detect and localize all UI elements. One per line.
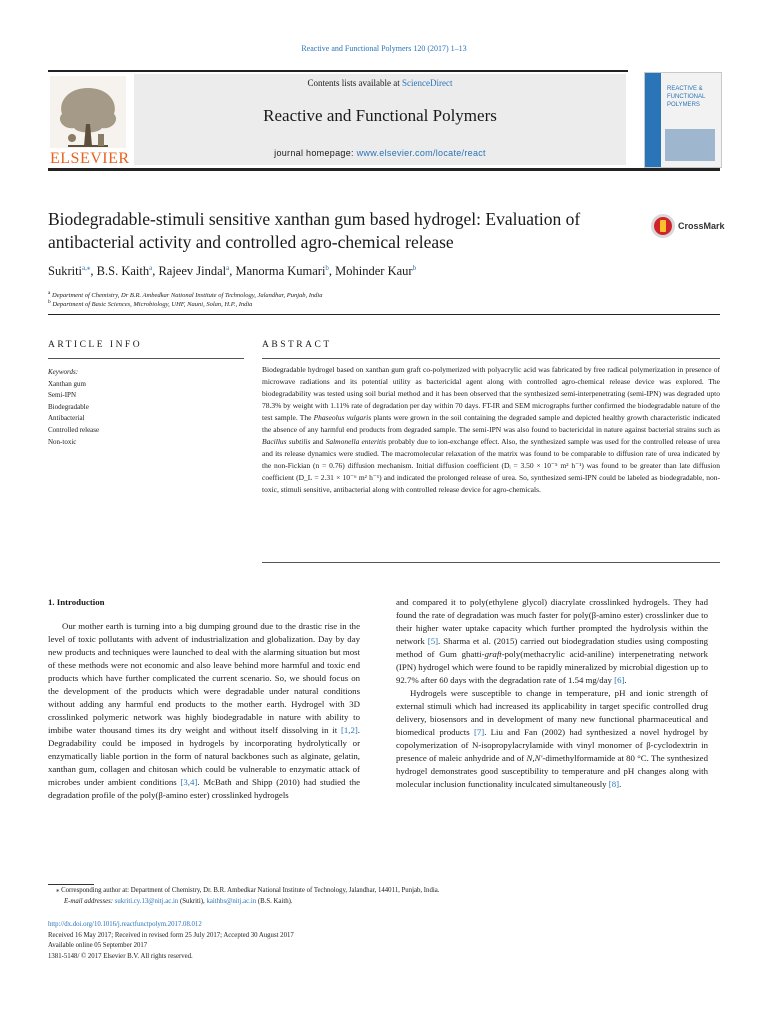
affiliation-text: Department of Chemistry, Dr B.R. Ambedkar National Institute of Technology, Jalandhar, Punjab, India <box>52 292 323 300</box>
body-paragraph <box>396 596 708 687</box>
body-text: . Sharma et al. (2015) carried out biodegradation studies using composting method of Gum ghatti- <box>396 636 708 659</box>
author-sup[interactable]: b <box>325 264 329 272</box>
affiliation-b <box>48 299 718 308</box>
cover-side-bar <box>645 73 661 167</box>
body-text: . McBath and Shipp (2010) had studied the degradation profile of the poly(β-amino ester) crosslinked hydrogels <box>48 777 361 800</box>
body-text: Our mother earth is turning into a big dumping ground due to the drastic rise in the level of toxic pollutants with advent of industrialization and globalization. Day by day new products and techniques were launched to deal with the alarming situation but most of these methods were not economic and also leave behind more harmful and toxic end products which have further complicated the current scenario. So, we should focus on the development of the products which were degradable under natural conditions without adding any harmful end products to the mother earth. Hydrogel with 3D crosslinked polymeric network was highly biodegradable in nature with ability to imbibe water thousand times its dry weight and without itself dissolving in it <box>48 621 360 735</box>
received-dates: Received 16 May 2017; Received in revised form 25 July 2017; Accepted 30 August 2017 <box>48 931 294 939</box>
abstract-bottom-rule <box>262 562 720 563</box>
keywords-label: Keywords: <box>48 368 79 376</box>
body-paragraph <box>48 620 360 802</box>
footnote-rule <box>48 884 94 885</box>
keyword: Biodegradable <box>48 402 89 411</box>
body-text: . <box>624 675 627 685</box>
citation-link[interactable]: [3,4] <box>180 777 198 787</box>
crossmark-label[interactable]: CrossMark <box>678 221 725 231</box>
abstract-heading: ABSTRACT <box>262 340 332 350</box>
section-heading-introduction: 1. Introduction <box>48 597 105 607</box>
body-text: -dimethylformamide at 80 °C. The synthesized hydrogel demonstrates good susceptibility to temperature and pH changes along with molecular inclusion functionality inculcated simultaneously <box>396 753 708 789</box>
homepage-link[interactable]: www.elsevier.com/locate/react <box>356 148 486 158</box>
abstract-part: probably due to ion-exchange effect. Also, the synthesized sample was used for the controlled release of urea and its release dynamics were studied. The macromolecular relaxation of the matrix was found to be comparable to diffusion rate of urea indicated by the non-Fickian (n = 0.76) diffusion mechanism. Initial diffusion coefficient (Dᵢ = 3.50 × 10⁻⁵ m² h⁻¹) was found to be greater than late diffusion coefficient (D_L = 2.31 × 10⁻⁶ m² h⁻¹) and indicated the prolonged release of urea. So, synthesized semi-IPN could be labeled as biodegradable, non-toxic, stimuli sensitive, antibacterial along with controlled release device for agro-chemicals. <box>262 437 720 494</box>
author-sup[interactable]: a,⁎ <box>82 264 91 272</box>
footnote-corresponding: ⁎ Corresponding author at: Department of Chemistry, Dr. B.R. Ambedkar National Institute of Technology, Jalandhar, 144011, Punjab, India. <box>56 887 440 894</box>
section-divider <box>48 314 720 315</box>
body-text-italic: graft <box>484 649 502 659</box>
citation-link[interactable]: [1,2] <box>340 725 358 735</box>
keyword: Non-toxic <box>48 437 77 446</box>
body-column-right <box>396 596 708 791</box>
abstract-rule <box>262 358 720 359</box>
body-text: -poly(methacrylic acid-aniline) interpenetrating network (IPN) hydrogel which were found to be rapidly mineralized by microbial digestion up to 92.7% after 60 days with the degradation rate of 1.54 mg/day <box>396 649 708 685</box>
keywords-list <box>48 367 244 448</box>
citation-link[interactable]: [7] <box>473 727 485 737</box>
citation-link[interactable]: [6] <box>614 675 625 685</box>
article-info-rule <box>48 358 244 359</box>
publication-info <box>48 920 720 962</box>
email-label: E-mail addresses: <box>64 897 115 905</box>
keyword: Controlled release <box>48 425 100 434</box>
body-text: . Degradability could be imposed in hydrogels by incorporating hydrolytically or enzymatically liable portion in the form of natural backbones such as alginate, gelatin, xanthan gum, collagen and chitosan which could be vulnerable to enzymatic attack of microbes under ambient conditions <box>48 725 360 787</box>
citation-link[interactable]: [8] <box>608 779 620 789</box>
abstract-species: Phaseolus vulgaris <box>313 413 372 422</box>
journal-title: Reactive and Functional Polymers <box>263 106 497 125</box>
email-owner: (B.S. Kaith). <box>256 897 293 905</box>
email-owner: (Sukriti), <box>178 897 207 905</box>
abstract-part: Biodegradable hydrogel based on xanthan gum graft co-polymerized with polyacrylic acid was fabricated by free radical polymerization in presence of microwave radiations and its potential utility as bactericidal agent along with controlled agro-chemical release device was explored. The biodegradability was tested using soil burial method and it has been observed that the synthesized semi-interpenetrating (semi-IPN) was degraded upto 78.3% by weight with 1.11% rate of degradation per day within 70 days. FT-IR and SEM micrographs further confirmed the biodegradable nature of the test sample. The <box>262 365 720 422</box>
abstract-part: and <box>310 437 326 446</box>
abstract-part: plants were grown in the soil containing the degraded sample and depicted healthy growth characteristic indicated the absence of any harmful end products from degraded sample. The semi-IPN was also found to bactericidal in nature against bacterial strains such as <box>262 413 720 434</box>
affiliation-a <box>48 290 718 299</box>
affiliation-sup: b <box>48 299 51 305</box>
abstract-text <box>262 364 720 496</box>
author-sup[interactable]: b <box>412 264 417 272</box>
journal-reference[interactable]: Reactive and Functional Polymers 120 (2017) 1–13 <box>301 44 467 53</box>
email-link[interactable]: kaithbs@nitj.ac.in <box>206 897 257 905</box>
header-top-rule <box>48 70 628 72</box>
sciencedirect-link[interactable]: ScienceDirect <box>402 78 453 88</box>
available-online: Available online 05 September 2017 <box>48 942 148 949</box>
cover-image <box>665 129 715 161</box>
journal-cover-thumbnail[interactable] <box>644 72 722 168</box>
footnote-emails <box>48 897 720 908</box>
citation-link[interactable]: [5] <box>427 636 439 646</box>
contents-prefix: Contents lists available at <box>307 78 402 88</box>
author-sup[interactable]: a <box>149 264 153 272</box>
body-text-italic: N,N′ <box>526 753 543 763</box>
author-name[interactable]: Rajeev Jindal <box>158 264 227 279</box>
abstract-species: Salmonella enteritis <box>325 437 387 446</box>
author-sup[interactable]: a <box>226 264 230 272</box>
homepage-prefix: journal homepage: <box>274 148 357 158</box>
abstract-species: Bacillus subtilis <box>262 437 311 446</box>
cover-title: REACTIVE & FUNCTIONAL POLYMERS <box>667 86 706 108</box>
header-bottom-rule <box>48 168 720 171</box>
email-link[interactable]: sukriti.cy.13@nitj.ac.in <box>114 897 179 905</box>
body-text: and compared it to poly(ethylene glycol) diacrylate crosslinked hydrogels. They had found the rate of degradation was much faster for poly(β-amino ester) crosslinker due to their higher water uptake capacity which further prompted the hydrolysis within the network <box>396 597 708 646</box>
keyword: Semi-IPN <box>48 391 76 400</box>
body-text: . <box>619 779 622 789</box>
author-name[interactable]: Mohinder Kaur <box>335 264 413 279</box>
journal-homepage-line <box>134 148 626 158</box>
body-text: . Liu and Fan (2002) had synthesized a novel hydrogel by copolymerization of N-isopropylacrylamide with vinyl monomer of β-cyclodextrin in presence of maleic anhydride and of <box>396 727 708 763</box>
journal-header <box>48 70 720 170</box>
corresponding-author-footnote <box>48 886 720 907</box>
author-list: Sukriti$^{a,⁎}$, B.S. Kaith$^a$, Rajeev Jindal$^a$, Manorma Kumari$^b$, Mohinder Kaur$^b$ <box>48 264 417 279</box>
author-name[interactable]: Sukriti <box>48 264 83 279</box>
author-name[interactable]: Manorma Kumari <box>235 264 326 279</box>
author-name[interactable]: B.S. Kaith <box>96 264 150 279</box>
body-text: Hydrogels were susceptible to change in temperature, pH and ionic strength of external stimuli which had increased its applicability in target specific controlled drug delivery, biosensors and in development of many new functional pharmaceutical and biomedical products <box>396 688 708 737</box>
doi-link[interactable]: http://dx.doi.org/10.1016/j.reactfunctpolym.2017.08.012 <box>48 921 202 928</box>
copyright: 1381-5148/ © 2017 Elsevier B.V. All rights reserved. <box>48 952 193 960</box>
body-paragraph <box>396 687 708 791</box>
article-title: Biodegradable-stimuli sensitive xanthan gum based hydrogel: Evaluation of antibacterial activity and controlled agro-chemical release <box>48 209 581 252</box>
body-column-left <box>48 596 360 802</box>
keyword: Xanthan gum <box>48 379 86 388</box>
affiliation-text: Department of Basic Sciences, Microbiology, UHF, Nauni, Solan, H.P., India <box>52 301 253 309</box>
article-info-heading: ARTICLE INFO <box>48 340 143 350</box>
publisher-name: ELSEVIER <box>50 150 130 167</box>
contents-available-line <box>134 78 626 88</box>
affiliation-sup: a <box>48 290 51 296</box>
keyword: Antibacterial <box>48 414 85 423</box>
